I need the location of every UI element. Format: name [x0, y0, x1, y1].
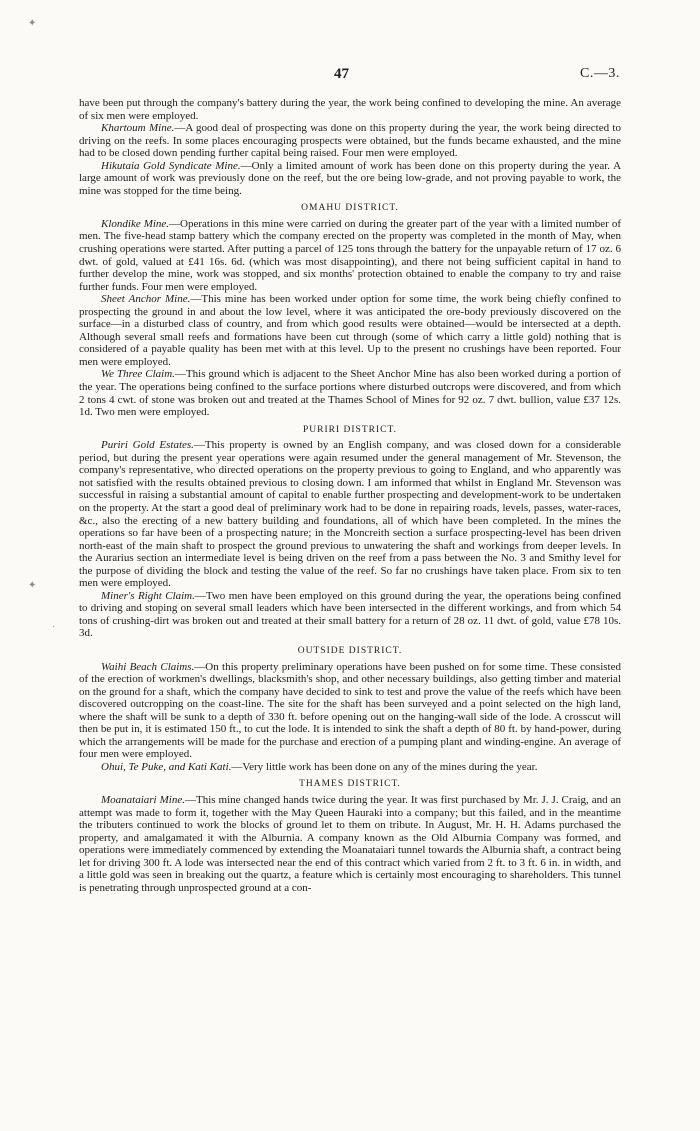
- mine-title: Miner's Right Claim.: [101, 589, 195, 602]
- page-header: [0, 66, 700, 86]
- mine-title: We Three Claim.: [101, 368, 175, 381]
- mine-title: Puriri Gold Estates.: [101, 439, 194, 452]
- mine-title: Klondike Mine.: [101, 217, 170, 230]
- document-reference: C.—3.: [580, 66, 620, 81]
- mine-title: Waihi Beach Claims.: [101, 660, 195, 673]
- paragraph: Waihi Beach Claims.—On this property preliminary operations have been pushed on for some time. These consisted of the erection of workmen's dwellings, blacksmith's shop, and other necessary buildings, also getting timber and material on the ground for a shaft, which the company have decided to sink to test and prove the value of the reefs which have been discovered outcropping on the coast-line. The site for the shaft has been surveyed and a point selected on the high land, where the shaft will be sunk to a depth of 330 ft. before opening out on the hanging-wall side of the lode. A crosscut will then be put in, it is estimated 150 ft., to cut the lode. It is intended to sink the shaft a depth of 80 ft. by hand-power, during which the arrangements will be made for the purchase and erection of a pumping plant and winding-engine. An average of four men were employed.: [79, 660, 621, 761]
- margin-mark: ·: [52, 622, 56, 633]
- paragraph: Puriri Gold Estates.—This property is owned by an English company, and was closed down for a considerable period, but during the present year operations were again resumed under the general management of Mr. Stevenson, the company's representative, who directed operations on the property previous to going to England, and who apparently was not satisfied with the results obtained previous to closing down. I am informed that whilst in England Mr. Stevenson was successful in raising a substantial amount of capital to enable further prospecting and development-work to be undertaken on the property. At the start a good deal of preliminary work had to be done in repairing roads, levels, passes, water-races, &c., also the erecting of a new battery building and foundations, all of which have been completed. In the mines the operations so far have been of a prospecting nature; in the Moncreith section a surface prospecting-level has been driven north-east of the main shaft to prospect the ground previous to unwatering the shaft and workings from deeper levels. In the Aurarius section an intermediate level is being driven on the reef from a pass between the No. 3 and Smithy level for the purpose of dividing the block and testing the value of the reef. So far no crushings have taken place. From six to ten men were employed.: [79, 439, 622, 590]
- section-heading: PURIRI DISTRICT.: [303, 424, 397, 435]
- paragraph: Khartoum Mine.—A good deal of prospecting was done on this property during the year, the work being directed to driving on the reefs. In some places encouraging prospects were obtained, but the funds became exhausted, and the mine had to be closed down pending further capital being raised. Four men were employed.: [79, 122, 621, 160]
- page-body: [79, 97, 621, 894]
- mine-title: Moanataiari Mine.: [101, 793, 185, 806]
- mine-title: Khartoum Mine.: [101, 122, 175, 135]
- paragraph: Klondike Mine.—Operations in this mine were carried on during the greater part of the year with a limited number of men. The five-head stamp battery which the company erected on the property was completed in the month of May, when crushing operations were started. After putting a parcel of 125 tons through the battery for the unpayable return of 17 oz. 6 dwt. of gold, valued at £41 16s. 6d. (which was most disappointing), and there not being sufficient capital in hand to further develop the mine, work was stopped, and six months' protection obtained to enable the company to try and raise further funds. Four men were employed.: [79, 217, 621, 293]
- section-heading: OMAHU DISTRICT.: [301, 203, 399, 214]
- paragraph: Hikutaia Gold Syndicate Mine.—Only a limited amount of work has been done on this property during the year. A large amount of work was previously done on the reef, but the ore being low-grade, and not proving payable to work, the mine was stopped for the time being.: [79, 159, 622, 197]
- paragraph: have been put through the company's battery during the year, the work being confined to developing the mine. An average of six men were employed.: [79, 97, 621, 122]
- margin-mark: ✦: [28, 580, 37, 591]
- paragraph: Moanataiari Mine.—This mine changed hands twice during the year. It was first purchased by Mr. J. J. Craig, and an attempt was made to form it, together with the May Queen Hauraki into a company; but this failed, and in the meantime the tributers continued to work the blocks of ground let to them on tribute. In August, Mr. H. H. Adams purchased the property, and amalgamated it with the Alburnia. A company known as the Old Alburnia Company was formed, and operations were immediately commenced by extending the Moanataiari tunnel towards the Alburnia shaft, a contract being let for driving 300 ft. A lode was intersected near the end of this contract which varied from 2 ft. to 3 ft. 6 in. in width, and a little gold was seen in breaking out the quartz, a feature which is certainly most encouraging to shareholders. This tunnel is penetrating through unprospected ground at a con-: [79, 793, 621, 894]
- paragraph: We Three Claim.—This ground which is adjacent to the Sheet Anchor Mine has also been worked during a portion of the year. The operations being confined to the surface portions where disturbed outcrops were discovered, and from which 2 tons 4 cwt. of stone was broken out and treated at the Thames School of Mines for 92 oz. 7 dwt. bullion, value £37 12s. 1d. Two men were employed.: [79, 368, 622, 419]
- margin-mark: ✦: [28, 18, 37, 29]
- section-heading: THAMES DISTRICT.: [299, 779, 401, 790]
- paragraph: Ohui, Te Puke, and Kati Kati.—Very little work has been done on any of the mines during the year.: [101, 760, 538, 773]
- paragraph: Sheet Anchor Mine.—This mine has been worked under option for some time, the work being chiefly confined to prospecting the ground in and about the low level, where it was anticipated the ore-body previously discovered on the surface—in a disturbed class of country, and from which good results were obtained—would be intersected at a depth. Although several small reefs and formations have been cut through (some of which carry a little gold) nothing that is considered of a payable quality has been met with at this level. Up to the present no crushings have been reported. Four men were employed.: [79, 293, 621, 368]
- paragraph: Miner's Right Claim.—Two men have been employed on this ground during the year, the operations being confined to driving and stoping on several small leaders which have been intersected in the different workings, and from which 54 tons of crushing-dirt was broken out and treated at their small battery for a return of 28 oz. 11 dwt. of gold, value £78 10s. 3d.: [79, 589, 621, 640]
- mine-title: Sheet Anchor Mine.: [101, 293, 191, 306]
- mine-title: Hikutaia Gold Syndicate Mine.: [101, 159, 241, 172]
- page-number: 47: [334, 66, 349, 82]
- mine-title: Ohui, Te Puke, and Kati Kati.: [101, 760, 232, 773]
- section-heading: OUTSIDE DISTRICT.: [297, 645, 403, 656]
